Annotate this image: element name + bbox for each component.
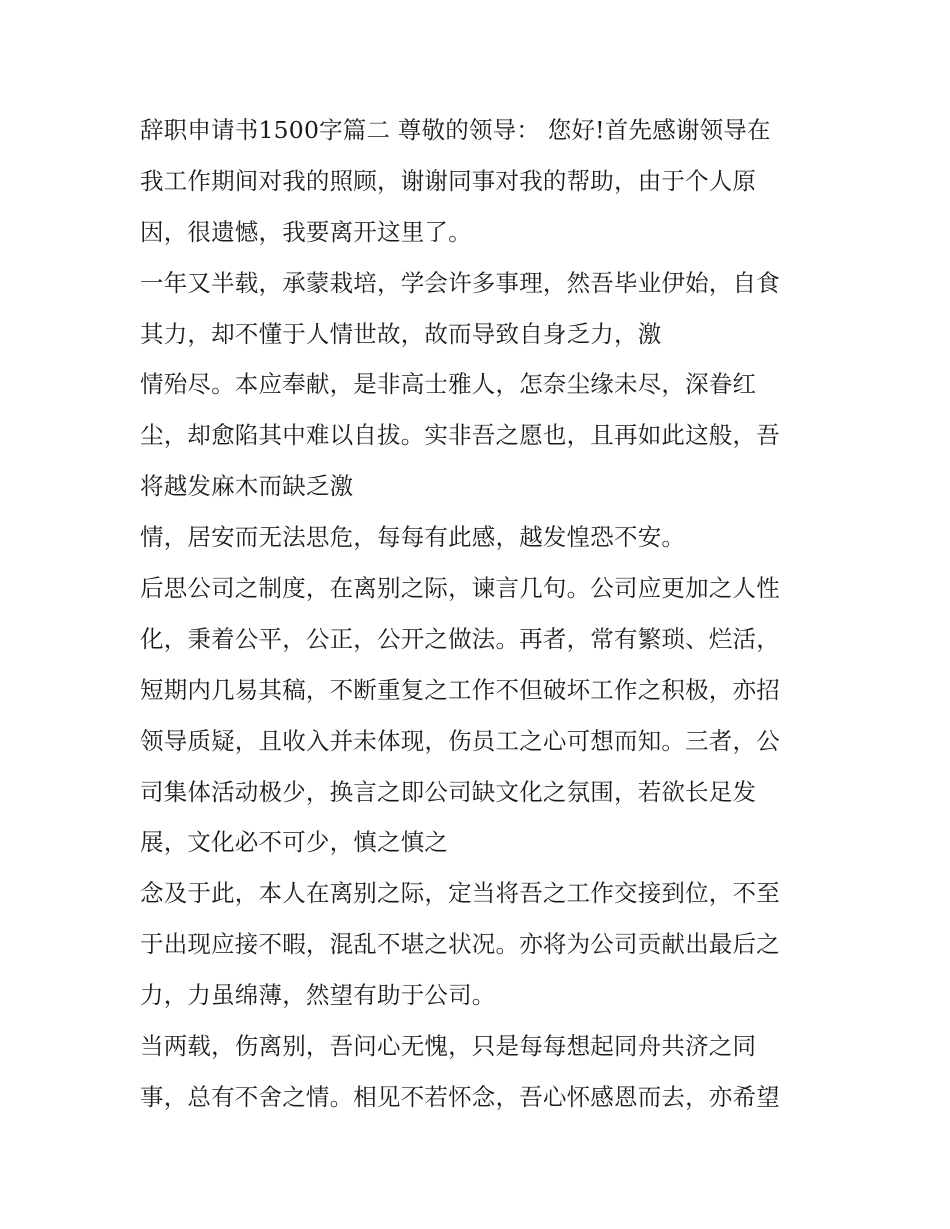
- text-line: 我工作期间对我的照顾，谢谢同事对我的帮助，由于个人原: [140, 166, 757, 195]
- text-line: 力，力虽绵薄，然望有助于公司。: [140, 981, 496, 1010]
- text-line: 一年又半载，承蒙栽培，学会许多事理，然吾毕业伊始，自食: [140, 268, 780, 297]
- text-line: 当两载，伤离别，吾问心无愧，只是每每想起同舟共济之同: [140, 1032, 757, 1061]
- text-line: 辞职申请书1500字篇二 尊敬的领导： 您好!首先感谢领导在: [140, 116, 771, 144]
- text-line: 因，很遗憾，我要离开这里了。: [140, 217, 472, 246]
- text-line: 于出现应接不暇，混乱不堪之状况。亦将为公司贡献出最后之: [140, 930, 780, 959]
- document-body: [140, 105, 830, 1123]
- text-line: 其力，却不懂于人情世故，故而导致自身乏力，激: [140, 319, 662, 348]
- text-line: 后思公司之制度，在离别之际，谏言几句。公司应更加之人性: [140, 574, 780, 603]
- text-line: 尘，却愈陷其中难以自拔。实非吾之愿也，且再如此这般，吾: [140, 421, 780, 450]
- text-line: 化，秉着公平，公正，公开之做法。再者，常有繁琐、烂活，: [140, 624, 780, 653]
- text-line: 司集体活动极少，换言之即公司缺文化之氛围，若欲长足发: [140, 777, 757, 806]
- text-line: 情，居安而无法思危，每每有此感，越发惶恐不安。: [140, 523, 686, 552]
- text-line: 展，文化必不可少，慎之慎之: [140, 828, 449, 857]
- text-line: 短期内几易其稿，不断重复之工作不但破坏工作之积极，亦招: [140, 675, 780, 704]
- text-line: 将越发麻木而缺乏激: [140, 472, 354, 501]
- text-line: 事，总有不舍之情。相见不若怀念，吾心怀感恩而去，亦希望: [140, 1082, 780, 1111]
- text-line: 念及于此，本人在离别之际，定当将吾之工作交接到位，不至: [140, 879, 780, 908]
- text-line: 情殆尽。本应奉献，是非高士雅人，怎奈尘缘未尽，深眷红: [140, 370, 757, 399]
- text-line: 领导质疑，且收入并未体现，伤员工之心可想而知。三者，公: [140, 726, 780, 755]
